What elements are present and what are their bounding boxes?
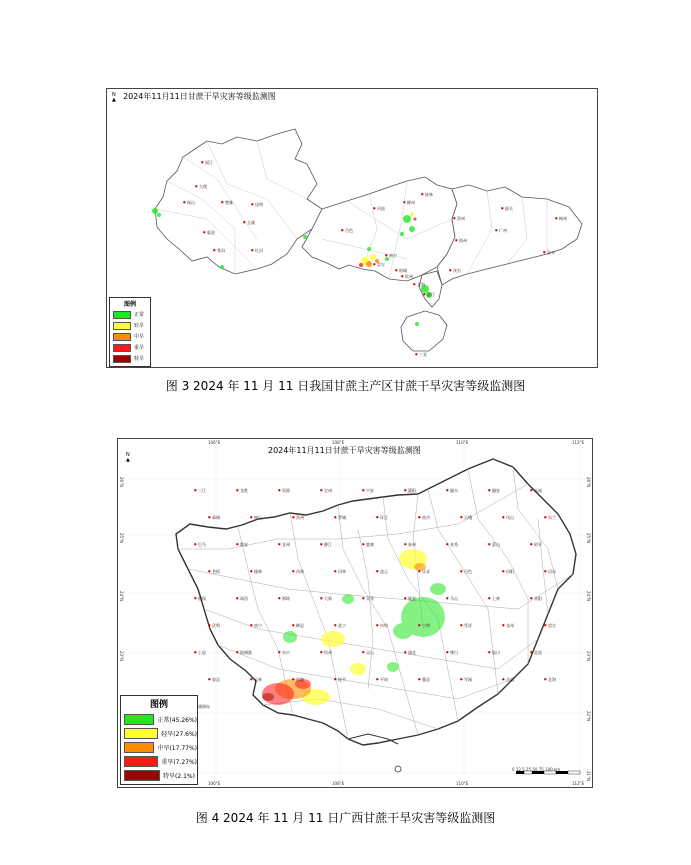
city-label: ● 西林 (296, 570, 304, 574)
city-label: ● 平南 (380, 678, 388, 682)
city-label: ● 桂平 (338, 678, 346, 682)
city-label: ● 扶绥 (380, 624, 388, 628)
legend-swatch (124, 770, 160, 781)
city-label: ● 博白 (450, 651, 458, 655)
north-arrow-icon: ▲ (112, 97, 116, 103)
city-label: ● 楚雄 (225, 201, 233, 205)
city-label: ● 上思 (198, 651, 206, 655)
city-label: ● 全州 (324, 489, 332, 493)
china-sugarcane-map (106, 88, 598, 368)
city-label: ● 南宁 (389, 254, 397, 258)
city-label: ● 龙胜 (240, 489, 248, 493)
legend-item (121, 726, 197, 740)
city-label: ● 凭祥 (464, 624, 472, 628)
legend-swatch (113, 344, 131, 352)
city-label: ● 东兴 (282, 651, 290, 655)
city-label: ● 永福 (534, 489, 542, 493)
city-label: ● 防城 (399, 269, 407, 273)
city-label: ● 苍梧 (212, 570, 220, 574)
city-label: ● 昭平 (534, 543, 542, 547)
city-label: ● 兴安 (366, 489, 374, 493)
city-label: ● 天等 (366, 597, 374, 601)
figure4-caption: 图 4 2024 年 11 月 11 日广西甘蔗干旱灾害等级监测图 (195, 811, 496, 825)
legend-label: 正常(45.26%) (157, 716, 197, 724)
legend-item (110, 353, 150, 364)
map-title: 2024年11月11日甘蔗干旱灾害等级监测图 (268, 446, 421, 455)
city-label: ● 陆川 (492, 651, 500, 655)
city-label: ● 合浦 (506, 678, 514, 682)
legend-label: 重旱(7.27%) (161, 758, 197, 766)
legend-items (121, 712, 197, 782)
legend-label: 轻旱 (134, 323, 145, 329)
city-label: ● 三亚 (419, 353, 427, 357)
city-label: ● 柳江 (324, 543, 332, 547)
city-label: ● 百色 (345, 229, 353, 233)
city-label: ● 玉溪 (247, 221, 255, 225)
city-label: ● 崇左 (548, 624, 556, 628)
city-label: ● 天峨 (464, 516, 472, 520)
legend-title: 图例 (123, 301, 136, 308)
city-label: ● 岑溪 (464, 678, 472, 682)
city-label: ● 贺州 (296, 516, 304, 520)
city-label: ● 田林 (338, 570, 346, 574)
city-label: ● 融安 (492, 489, 500, 493)
city-label: ● 临沧 (207, 231, 215, 235)
legend-label: 正常 (134, 312, 145, 318)
city-label: ● 大新 (324, 597, 332, 601)
city-label: ● 象州 (408, 543, 416, 547)
latitude-label: 25°N (119, 533, 124, 544)
city-label: ● 贺州 (457, 217, 465, 221)
city-label: ● 涠洲岛 (198, 705, 210, 709)
city-label: ● 防城港 (240, 651, 252, 655)
legend-item (110, 320, 150, 331)
latitude-label: 22°N (586, 711, 591, 722)
city-label: ● 南宁 (254, 624, 262, 628)
latitude-label: 21°N (586, 771, 591, 782)
city-label: ● 巴马 (198, 543, 206, 547)
city-label: ● 宁明 (422, 624, 430, 628)
legend-swatch (113, 322, 131, 330)
city-label: ● 大理 (199, 185, 207, 189)
latitude-label: 26°N (586, 477, 591, 488)
city-label: ● 那坡 (282, 597, 290, 601)
city-label: ● 凤山 (506, 516, 514, 520)
city-label: ● 浦北 (408, 651, 416, 655)
north-label: N (112, 92, 116, 98)
north-arrow (126, 453, 130, 463)
legend-item (110, 331, 150, 342)
legend-item (110, 309, 150, 320)
legend-items (110, 309, 150, 364)
city-label: ● 龙州 (506, 624, 514, 628)
legend-label: 特旱(2.1%) (163, 772, 195, 780)
city-label: ● 红河 (255, 249, 263, 253)
city-label: ● 鹿寨 (366, 543, 374, 547)
legend-label: 中旱(17.77%) (157, 744, 197, 752)
longitude-label: 110°E (456, 781, 469, 786)
city-label: ● 桂林 (425, 193, 433, 197)
city-label: ● 横县 (296, 624, 304, 628)
city-label: ● 融水 (450, 489, 458, 493)
legend (109, 297, 151, 367)
latitude-label: 26°N (119, 477, 124, 488)
city-label: ● 玉林 (254, 678, 262, 682)
city-label: ● 灵山 (366, 651, 374, 655)
north-label: N (126, 452, 130, 458)
city-label: ● 都安 (240, 543, 248, 547)
city-label: ● 靖西 (240, 597, 248, 601)
city-label: ● 北海 (417, 283, 425, 287)
city-label: ● 南丹 (422, 516, 430, 520)
latitude-label: 23°N (586, 651, 591, 662)
figure3-caption: 图 3 2024 年 11 月 11 日我国甘蔗主产区甘蔗干旱灾害等级监测图 (165, 379, 526, 393)
north-arrow (112, 93, 116, 103)
legend-swatch (124, 728, 158, 739)
scale-label: 0 12.5 25 50 75 100 km (512, 767, 561, 772)
legend-label: 特旱 (134, 356, 145, 362)
city-label: ● 邕宁 (338, 624, 346, 628)
latitude-label: 25°N (586, 533, 591, 544)
legend-swatch (113, 355, 131, 363)
longitude-label: 112°E (572, 781, 585, 786)
city-label: ● 贵港 (296, 678, 304, 682)
city-label: ● 德保 (198, 597, 206, 601)
legend-swatch (124, 742, 154, 753)
city-label: ● 河池 (377, 207, 385, 211)
city-label: ● 容县 (212, 678, 220, 682)
legend-item (121, 754, 197, 768)
city-label: ● 藤县 (422, 678, 430, 682)
city-label: ● 东兰 (548, 516, 556, 520)
city-label: ● 灌阳 (408, 489, 416, 493)
city-label: ● 三江 (198, 489, 206, 493)
city-label: ● 上林 (492, 597, 500, 601)
city-label: ● 隆安 (408, 597, 416, 601)
city-label: ● 金秀 (450, 543, 458, 547)
city-label: ● 昆明 (255, 203, 263, 207)
city-label: ● 韶关 (505, 207, 513, 211)
longitude-label: 112°E (572, 440, 585, 445)
city-label: ● 罗城 (338, 516, 346, 520)
north-arrow-icon: ▲ (126, 457, 130, 463)
legend-label: 中旱 (134, 334, 145, 340)
legend-item (121, 740, 197, 754)
longitude-label: 106°E (208, 781, 221, 786)
city-label: ● 北流 (534, 651, 542, 655)
legend-swatch (113, 311, 131, 319)
legend-label: 重旱 (134, 345, 145, 351)
city-label: ● 钦州 (324, 651, 332, 655)
city-label: ● 北海 (548, 678, 556, 682)
city-label: ● 崇左 (377, 263, 385, 267)
city-label: ● 梅州 (559, 217, 567, 221)
guangxi-sugarcane-map (117, 438, 593, 788)
city-label: ● 恭城 (212, 516, 220, 520)
latitude-label: 23°N (119, 651, 124, 662)
city-label: ● 湛江 (427, 293, 435, 297)
latitude-label: 24°N (586, 591, 591, 602)
city-label: ● 柳州 (407, 201, 415, 205)
longitude-label: 108°E (332, 781, 345, 786)
city-label: ● 凌云 (380, 570, 388, 574)
city-label: ● 乐业 (422, 570, 430, 574)
city-label: ● 茂名 (453, 269, 461, 273)
city-label: ● 宜州 (282, 543, 290, 547)
city-label: ● 普洱 (217, 249, 225, 253)
city-label: ● 梧州 (459, 239, 467, 243)
city-label: ● 钦州 (405, 275, 413, 279)
legend (120, 695, 198, 785)
map-title: 2024年11月11日甘蔗干旱灾害等级监测图 (123, 92, 276, 101)
legend-item (121, 768, 197, 782)
legend-swatch (113, 333, 131, 341)
city-label: ● 丽江 (205, 161, 213, 165)
legend-item (110, 342, 150, 353)
legend-title: 图例 (149, 700, 168, 710)
city-label: ● 马山 (450, 597, 458, 601)
city-label: ● 武鸣 (212, 624, 220, 628)
latitude-label: 24°N (119, 591, 124, 602)
city-label: ● 汕头 (547, 251, 555, 255)
longitude-label: 108°E (332, 440, 345, 445)
longitude-label: 106°E (208, 440, 221, 445)
legend-swatch (124, 756, 158, 767)
legend-label: 轻旱(27.6%) (161, 730, 197, 738)
city-label: ● 隆林 (254, 570, 262, 574)
city-label: ● 田阳 (506, 570, 514, 574)
city-label: ● 保山 (187, 201, 195, 205)
city-label: ● 宾阳 (534, 597, 542, 601)
city-label: ● 环江 (380, 516, 388, 520)
city-label: ● 钟山 (254, 516, 262, 520)
city-label: ● 田东 (548, 570, 556, 574)
city-label: ● 百色 (464, 570, 472, 574)
city-label: ● 蒙山 (492, 543, 500, 547)
city-label: ● 资源 (282, 489, 290, 493)
longitude-label: 110°E (456, 440, 469, 445)
legend-swatch (124, 714, 154, 725)
legend-item (121, 712, 197, 726)
city-label: ● 广州 (499, 229, 507, 233)
